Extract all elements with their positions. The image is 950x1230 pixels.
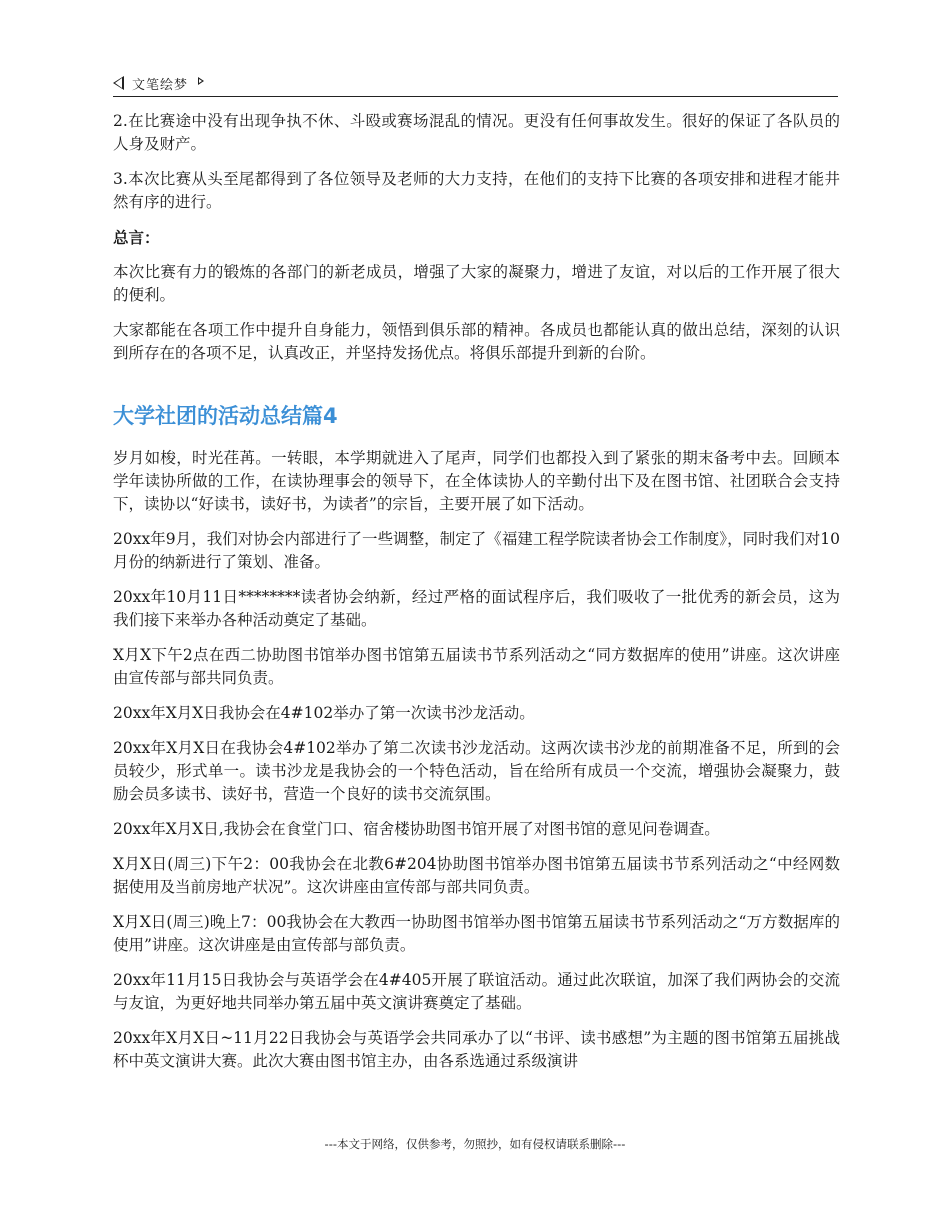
triangle-right-icon (198, 77, 204, 85)
section-title: 大学社团的活动总结篇4 (113, 404, 338, 428)
paragraph: 20xx年X月X日,我协会在食堂门口、宿舍楼协助图书馆开展了对图书馆的意见问卷调查。 (113, 820, 720, 838)
paragraph: 20xx年X月X日在我协会4#102举办了第二次读书沙龙活动。这两次读书沙龙的前期准备不足，所到的会员较少，形式单一。读书沙龙是我协会的一个特色活动，旨在给所有成员一个交流，增强协会凝聚力，鼓励会员多读书、读好书，营造一个良好的读书交流氛围。 (113, 739, 840, 803)
paragraph: 岁月如梭，时光荏苒。一转眼，本学期就进入了尾声，同学们也都投入到了紧张的期末备考中去。回顾本学年读协所做的工作，在读协理事会的领导下，在全体读协人的辛勤付出下及在图书馆、社团联合会支持下，读协以“好读书，读好书，为读者”的宗旨，主要开展了如下活动。 (113, 449, 840, 513)
paragraph: 20xx年X月X日~11月22日我协会与英语学会共同承办了以“书评、读书感想”为主题的图书馆第五届挑战杯中英文演讲大赛。此次大赛由图书馆主办，由各系选通过系级演讲 (113, 1029, 840, 1070)
summary-heading: 总言： (113, 228, 160, 247)
page-header (113, 70, 838, 97)
paragraph: X月X日(周三)晚上7：00我协会在大教西一协助图书馆举办图书馆第五届读书节系列活动之“万方数据库的使用”讲座。这次讲座是由宣传部与部负责。 (113, 913, 840, 954)
paragraph: 2.在比赛途中没有出现争执不休、斗殴或赛场混乱的情况。更没有任何事故发生。很好的保证了各队员的人身及财产。 (113, 112, 840, 153)
paragraph: 20xx年9月，我们对协会内部进行了一些调整，制定了《福建工程学院读者协会工作制度》，同时我们对10月份的纳新进行了策划、准备。 (113, 530, 840, 571)
paragraph: 本次比赛有力的锻炼的各部门的新老成员，增强了大家的凝聚力，增进了友谊，对以后的工作开展了很大的便利。 (113, 263, 840, 304)
footer-notice: ---本文于网络，仅供参考，勿照抄，如有侵权请联系删除--- (324, 1137, 626, 1151)
paragraph: 20xx年10月11日********读者协会纳新，经过严格的面试程序后，我们吸收了一批优秀的新会员，这为我们接下来举办各种活动奠定了基础。 (113, 588, 840, 629)
paragraph: X月X下午2点在西二协助图书馆举办图书馆第五届读书节系列活动之“同方数据库的使用”讲座。这次讲座由宣传部与部共同负责。 (113, 646, 840, 687)
brand-name: 文笔绘梦 (132, 77, 189, 93)
document-body (113, 110, 840, 1085)
paragraph: 20xx年X月X日我协会在4#102举办了第一次读书沙龙活动。 (113, 704, 535, 722)
paragraph: X月X日(周三)下午2：00我协会在北教6#204协助图书馆举办图书馆第五届读书节系列活动之“中经网数据使用及当前房地产状况”。这次讲座由宣传部与部共同负责。 (113, 855, 840, 896)
triangle-left-icon (113, 76, 124, 90)
paragraph: 大家都能在各项工作中提升自身能力，领悟到俱乐部的精神。各成员也都能认真的做出总结，深刻的认识到所存在的各项不足，认真改正，并坚持发扬优点。将俱乐部提升到新的台阶。 (113, 321, 840, 362)
paragraph: 20xx年11月15日我协会与英语学会在4#405开展了联谊活动。通过此次联谊，加深了我们两协会的交流与友谊，为更好地共同举办第五届中英文演讲赛奠定了基础。 (113, 971, 840, 1012)
paragraph: 3.本次比赛从头至尾都得到了各位领导及老师的大力支持，在他们的支持下比赛的各项安排和进程才能井然有序的进行。 (113, 170, 840, 211)
